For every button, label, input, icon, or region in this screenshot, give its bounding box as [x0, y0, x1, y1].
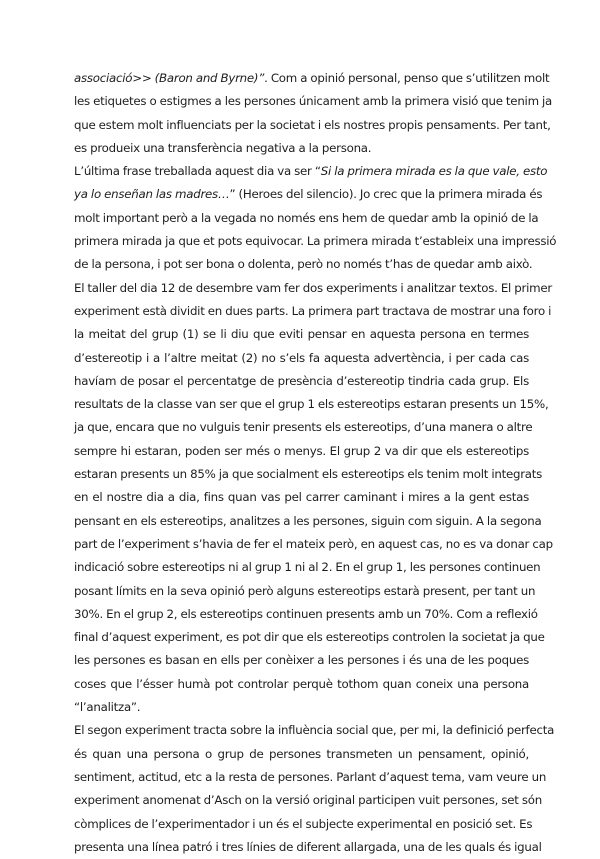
- text-line: [74, 416, 533, 439]
- text-run: experiment anomenat d’Asch on la versió original participen vuit persones, set són: [74, 793, 542, 808]
- text-run: es produeix una transferència negativa a la persona.: [74, 140, 372, 155]
- text-line: [74, 67, 550, 90]
- text-run: experiment està dividit en dues parts. La primera part tractava de mostrar una foro i: [74, 303, 552, 318]
- text-run: final d’aquest experiment, es pot dir que els estereotips controlen la societat ja que: [74, 630, 545, 645]
- text-line: [74, 90, 553, 113]
- paragraph: [74, 277, 553, 720]
- text-run: còmplices de l’experimentador i un és el subjecte experimental en posició set. Es: [74, 816, 533, 831]
- italic-text: ya lo enseñan las madres…: [74, 187, 230, 202]
- text-line: [74, 440, 529, 463]
- text-run: les etiquetes o estigmes a les persones únicament amb la primera visió que tenim ja: [74, 94, 553, 109]
- text-run: El taller del dia 12 de desembre vam fer dos experiments i analitzar textos. El primer: [74, 280, 552, 295]
- italic-text: associació>> (Baron and Byrne)”: [74, 71, 265, 85]
- text-line: [74, 649, 529, 672]
- text-line: [74, 323, 529, 346]
- paragraph: [74, 160, 557, 276]
- text-line: [74, 719, 555, 742]
- text-run: molt important però a la vegada no només ens hem de quedar amb la opinió de la: [74, 210, 539, 225]
- text-line: [74, 486, 529, 509]
- italic-text: Si la primera mirada es la que vale, esto: [320, 164, 548, 179]
- text-run: la meitat del grup (1) se li diu que eviti pensar en aquesta persona en termes: [74, 327, 529, 342]
- text-line: [74, 813, 533, 836]
- text-line: [74, 836, 542, 859]
- text-run: indicació sobre estereotips ni al grup 1 ni al 2. En el grup 1, les persones continuen: [74, 560, 541, 575]
- text-run: resultats de la classe van ser que el grup 1 els estereotips estaran presents un 15%,: [74, 397, 549, 412]
- text-run: és quan una persona o grup de persones transmeten un pensament, opinió,: [74, 746, 529, 761]
- text-run: havíam de posar el percentatge de presència d’estereotip tindria cada grup. Els: [74, 373, 529, 388]
- text-line: [74, 137, 529, 160]
- text-run: ” (Heroes del silencio). Jo crec que la primera mirada és: [229, 187, 543, 202]
- text-line: [74, 789, 542, 812]
- text-line: [74, 230, 557, 253]
- text-line: [74, 510, 542, 533]
- text-line: [74, 160, 548, 183]
- text-run: les persones es basan en ells per conèixer a les persones i és una de les poques: [74, 653, 529, 668]
- text-run: El segon experiment tracta sobre la influència social que, per mi, la definició perfecta: [74, 723, 555, 738]
- text-run: que estem molt influenciats per la societat i els nostres propis pensaments. Per tant,: [74, 117, 551, 132]
- text-line: [74, 207, 539, 230]
- text-line: [74, 393, 549, 416]
- text-line: [74, 556, 541, 579]
- text-run: ja que, encara que no vulguis tenir presents els estereotips, d’una manera o altre: [74, 420, 533, 435]
- text-run: estaran presents un 85% ja que socialment els estereotips els tenim molt integrats: [74, 467, 543, 482]
- text-line: [74, 370, 529, 393]
- paragraph: [74, 719, 555, 859]
- text-line: [74, 183, 543, 206]
- text-run: en el nostre dia a dia, fins quan vas pel carrer caminant i mires a la gent estas: [74, 490, 529, 505]
- text-line: [74, 626, 545, 649]
- text-line: [74, 277, 552, 300]
- text-run: presenta una línea patró i tres línies de diferent allargada, una de les quals és igual: [74, 839, 542, 854]
- text-run: “l’analitza”.: [74, 700, 141, 715]
- text-line: [74, 743, 529, 766]
- text-line: [74, 696, 529, 719]
- text-run: primera mirada ja que et pots equivocar. La primera mirada t’estableix una impressió: [74, 234, 557, 249]
- text-line: [74, 533, 553, 556]
- text-line: [74, 673, 529, 696]
- text-run: . Com a opinió personal, penso que s’utilitzen molt: [264, 71, 550, 85]
- text-run: 30%. En el grup 2, els estereotips continuen presents amb un 70%. Com a reflexió: [74, 606, 538, 621]
- text-run: pensant en els estereotips, analitzes a les persones, siguin com siguin. A la segona: [74, 513, 542, 528]
- text-run: sempre hi estaran, poden ser més o menys. El grup 2 va dir que els estereotips: [74, 443, 529, 458]
- text-run: posant límits en la seva opinió però alguns estereotips estarà present, per tant un: [74, 583, 536, 598]
- text-line: [74, 463, 543, 486]
- text-line: [74, 300, 552, 323]
- text-line: [74, 253, 533, 276]
- text-run: coses que l’ésser humà pot controlar perquè tothom quan coneix una persona: [74, 676, 529, 691]
- text-line: [74, 114, 551, 137]
- text-run: d’estereotip i a l’altre meitat (2) no s’els fa aquesta advertència, i per cada cas: [74, 350, 529, 365]
- text-run: L’última frase treballada aquest dia va ser “: [74, 164, 321, 179]
- text-line: [74, 347, 529, 370]
- text-line: [74, 766, 547, 789]
- text-line: [74, 580, 536, 603]
- text-run: de la persona, i pot ser bona o dolenta, però no només t’has de quedar amb això.: [74, 257, 533, 272]
- text-line: [74, 603, 538, 626]
- text-run: sentiment, actitud, etc a la resta de persones. Parlant d’aquest tema, vam veure un: [74, 769, 547, 784]
- document-page: [74, 67, 557, 859]
- body-text: [74, 67, 557, 859]
- paragraph: [74, 67, 553, 160]
- text-run: part de l’experiment s’havia de fer el mateix però, en aquest cas, no es va donar cap: [74, 536, 553, 551]
